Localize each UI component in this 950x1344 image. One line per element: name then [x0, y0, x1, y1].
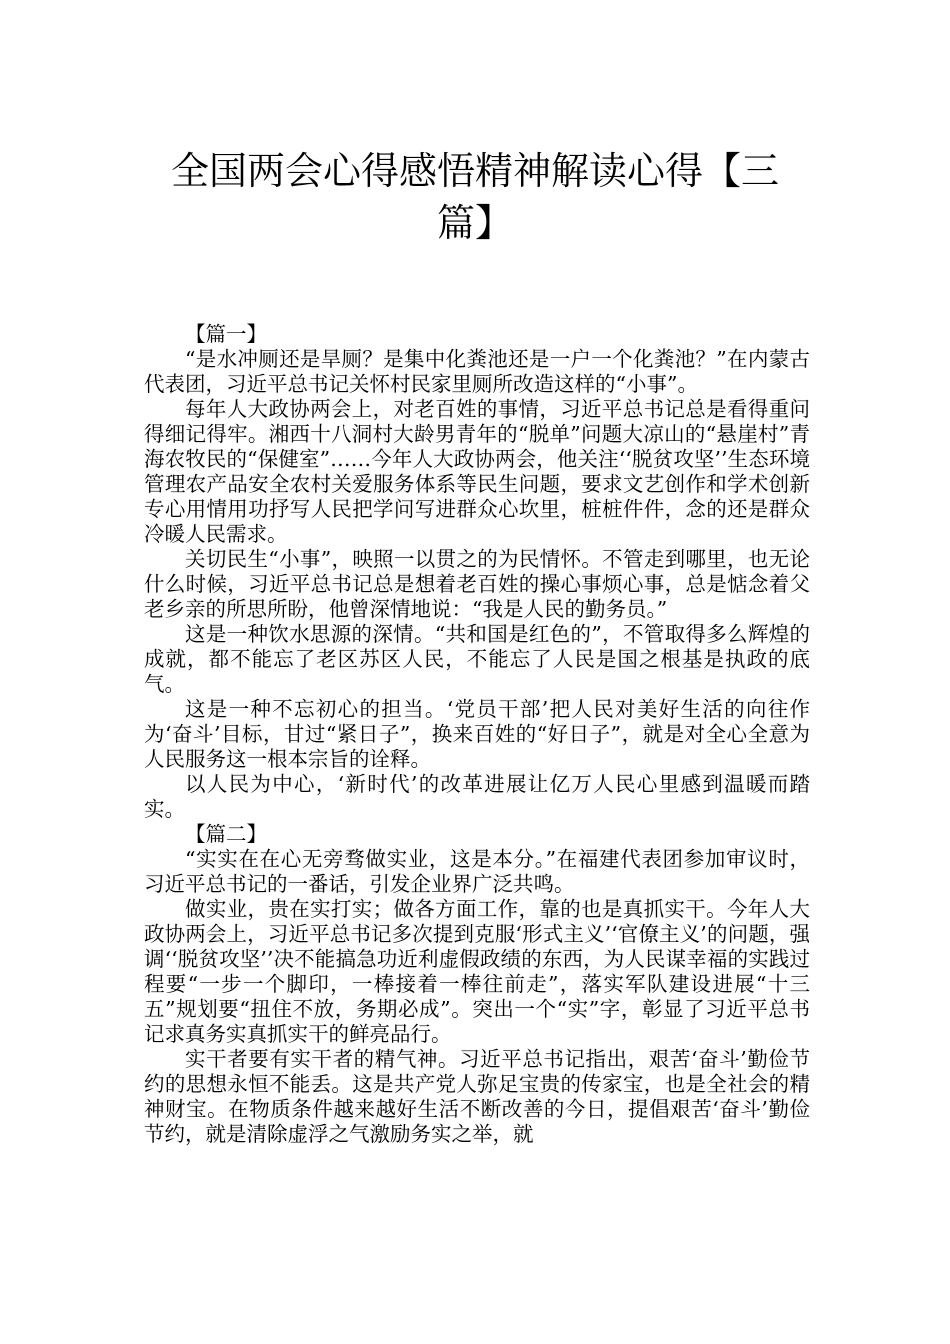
section-heading: 【篇二】 — [185, 822, 267, 846]
document-body — [144, 322, 810, 1147]
paragraph: “是水冲厕还是旱厕？是集中化粪池还是一户一个化粪池？”在内蒙古代表团，习近平总书记关怀村民家里厕所改造这样的“小事”。 — [144, 347, 810, 396]
document-title: 全国两会心得感悟精神解读心得【三篇】 — [170, 149, 779, 246]
paragraph: 这是一种饮水思源的深情。“共和国是红色的”，不管取得多么辉煌的成就，都不能忘了老区苏区人民，不能忘了人民是国之根基是执政的底气。 — [144, 622, 810, 696]
paragraph: 实干者要有实干者的精气神。习近平总书记指出，艰苦‘奋斗’勤俭节约的思想永恒不能丢。这是共产党人弥足宝贵的传家宝，也是全社会的精神财宝。在物质条件越来越好生活不断改善的今日，提倡艰苦‘奋斗’勤俭节约，就是清除虚浮之气激励务实之举，就 — [144, 1047, 810, 1146]
section-heading: 【篇一】 — [185, 322, 267, 346]
paragraph: 以人民为中心，‘新时代’的改革进展让亿万人民心里感到温暖而踏实。 — [144, 772, 810, 821]
paragraph: “实实在在心无旁骛做实业，这是本分。”在福建代表团参加审议时，习近平总书记的一番话，引发企业界广泛共鸣。 — [144, 847, 810, 896]
paragraph: 关切民生“小事”，映照一以贯之的为民情怀。不管走到哪里，也无论什么时候，习近平总书记总是想着老百姓的操心事烦心事，总是惦念着父老乡亲的所思所盼，他曾深情地说：“我是人民的勤务员。” — [144, 547, 810, 621]
paragraph: 这是一种不忘初心的担当。‘党员干部’把人民对美好生活的向往作为‘奋斗’目标，甘过“紧日子”，换来百姓的“好日子”，就是对全心全意为人民服务这一根本宗旨的诠释。 — [144, 697, 810, 771]
paragraph: 每年人大政协两会上，对老百姓的事情，习近平总书记总是看得重问得细记得牢。湘西十八洞村大龄男青年的“脱单”问题大凉山的“悬崖村”青海农牧民的“保健室”……今年人大政协两会，他关注‘‘脱贫攻坚’’生态环境管理农产品安全农村关爱服务体系等民生问题，要求文艺创作和学术创新专心用情用功抒写人民把学问写进群众心坎里，桩桩件件，念的还是群众冷暖人民需求。 — [144, 397, 810, 546]
paragraph: 做实业，贵在实打实；做各方面工作，靠的也是真抓实干。今年人大政协两会上，习近平总书记多次提到克服‘形式主义’‘官僚主义’的问题，强调‘‘脱贫攻坚’’决不能搞急功近利虚假政绩的东西，为人民谋幸福的实践过程要“一步一个脚印，一棒接着一棒往前走”，落实军队建设进展“十三五”规划要“扭住不放，务期必成”。突出一个“实”字，彰显了习近平总书记求真务实真抓实干的鲜亮品行。 — [144, 897, 810, 1046]
